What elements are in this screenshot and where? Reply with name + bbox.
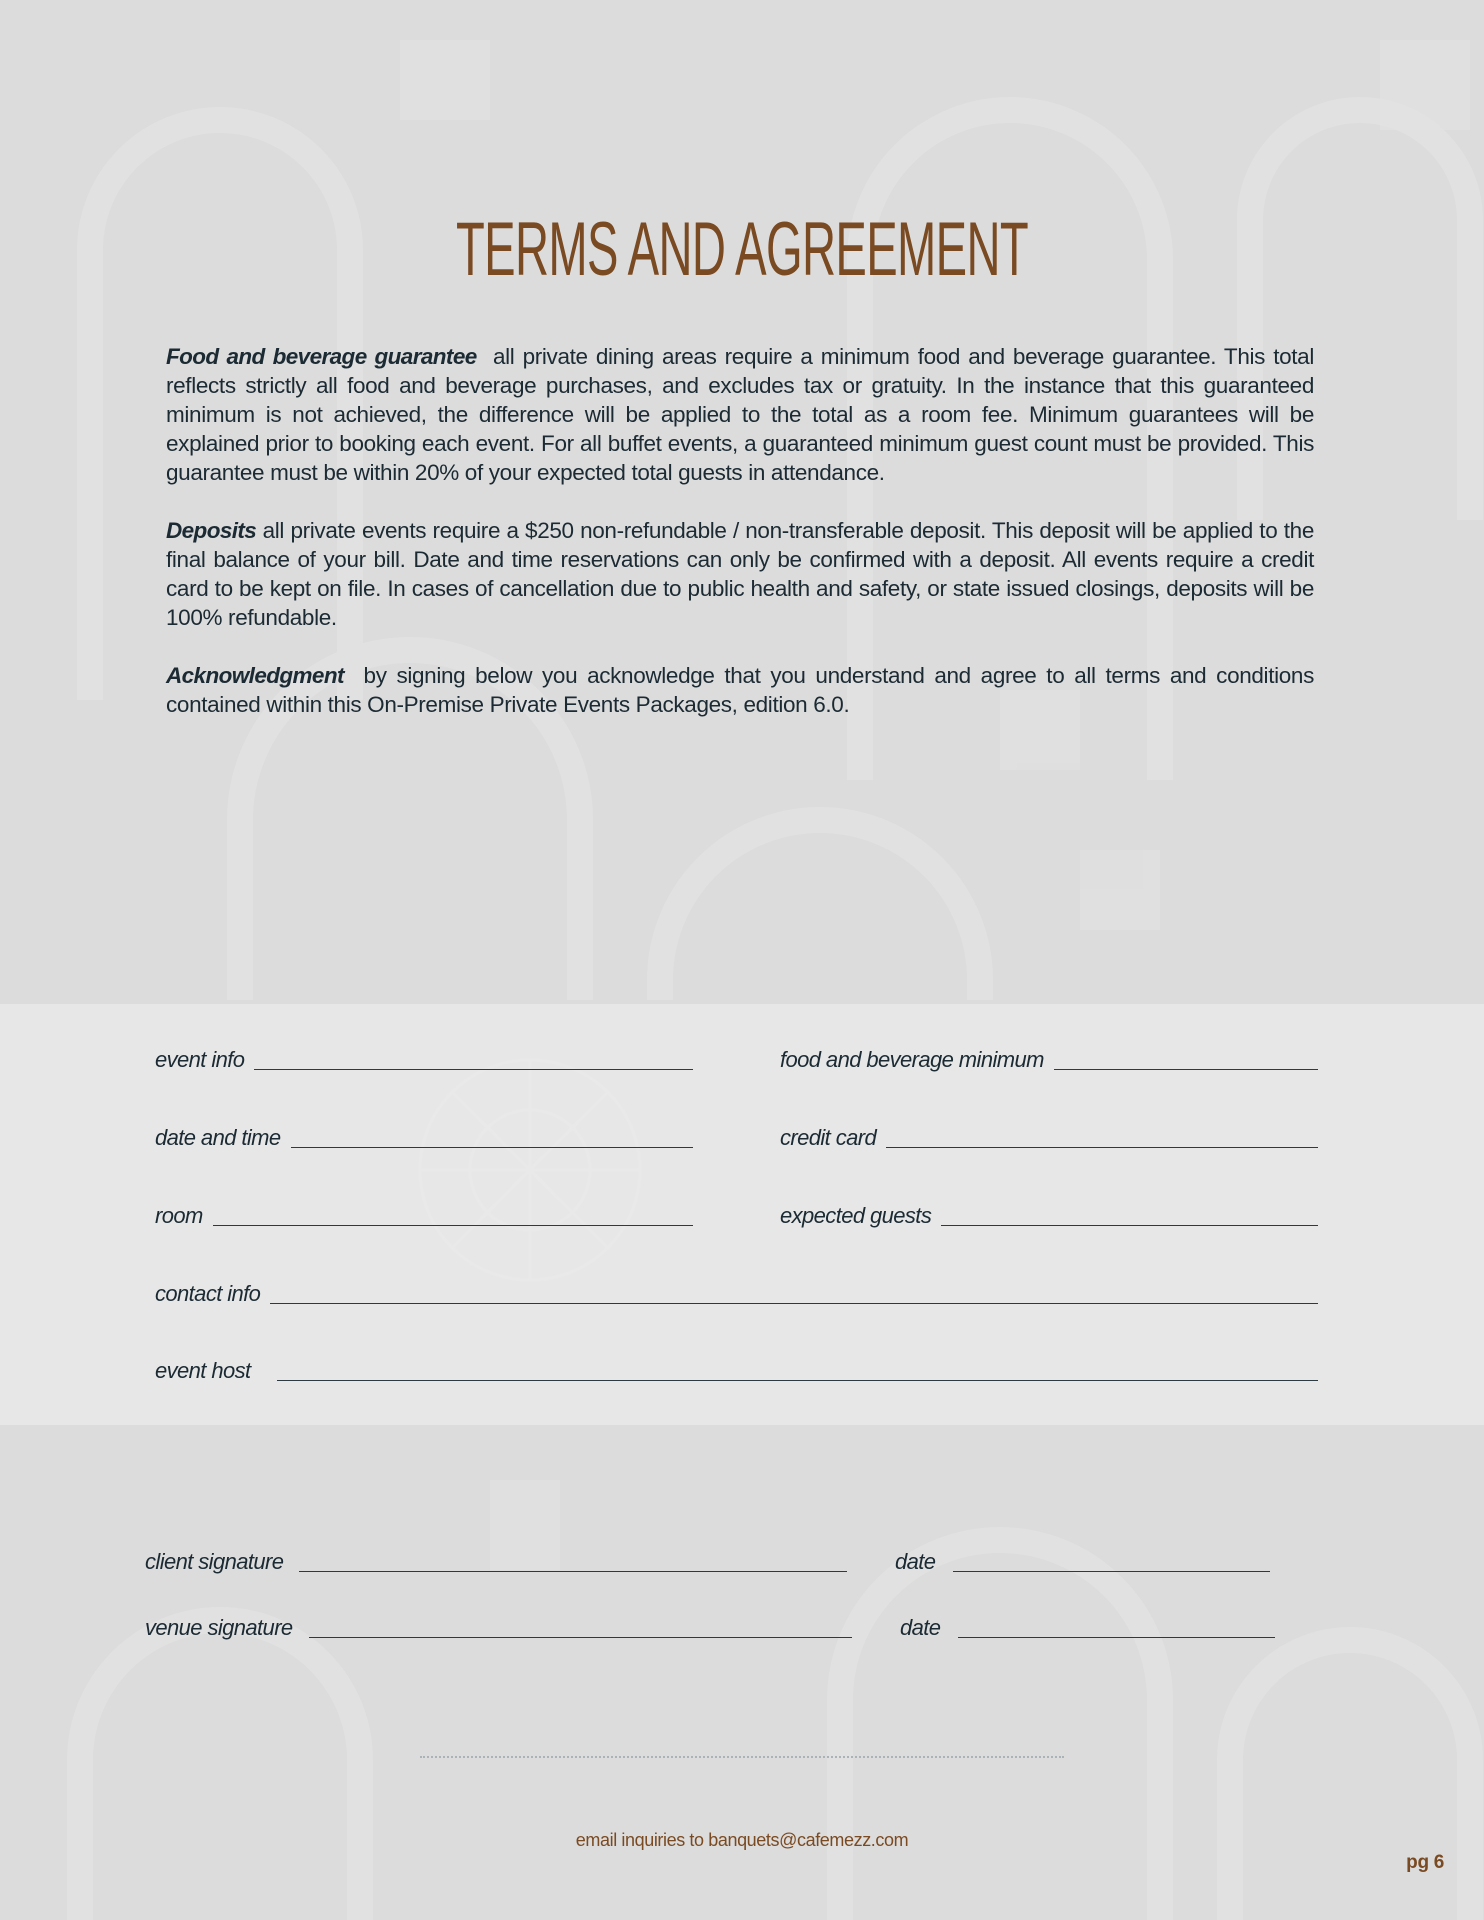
term-text: all private events require a $250 non-refundable / non-transferable deposit. This deposit will be applied to the final balance of your bill. Date and time reservations can only be confirmed with a deposit. All events require a credit card to be kept on file. In cases of cancellation due to public health and safety, or state issued closings, deposits will be 100% refundable. bbox=[166, 518, 1314, 630]
fb-minimum-label: food and beverage minimum bbox=[780, 1047, 1044, 1072]
term-heading: Acknowledgment bbox=[166, 663, 344, 688]
credit-card-line[interactable] bbox=[886, 1147, 1318, 1148]
contact-info-label: contact info bbox=[155, 1281, 261, 1306]
footer-email-text[interactable]: email inquiries to banquets@cafemezz.com bbox=[575, 1830, 909, 1850]
fb-minimum-line[interactable] bbox=[1054, 1069, 1318, 1070]
term-acknowledgment bbox=[166, 661, 1314, 719]
page-number: pg 6 bbox=[1406, 1852, 1444, 1873]
date-time-line[interactable] bbox=[291, 1147, 693, 1148]
expected-guests-field[interactable] bbox=[780, 1188, 1318, 1228]
venue-signature-line[interactable] bbox=[309, 1637, 852, 1638]
term-food-beverage-guarantee bbox=[166, 342, 1314, 487]
room-label: room bbox=[155, 1203, 203, 1228]
event-host-field[interactable] bbox=[155, 1343, 1318, 1383]
client-date-line[interactable] bbox=[953, 1571, 1270, 1572]
client-signature-line[interactable] bbox=[299, 1571, 847, 1572]
venue-signature-field[interactable] bbox=[145, 1600, 852, 1640]
room-line[interactable] bbox=[213, 1225, 693, 1226]
terms-section bbox=[166, 342, 1314, 748]
venue-date-label: date bbox=[900, 1615, 941, 1640]
term-deposits bbox=[166, 516, 1314, 632]
expected-guests-label: expected guests bbox=[780, 1203, 932, 1228]
venue-date-line[interactable] bbox=[958, 1637, 1275, 1638]
page-title: TERMS AND AGREEMENT bbox=[455, 207, 1029, 292]
event-host-label: event host bbox=[155, 1358, 251, 1383]
event-info-field[interactable] bbox=[155, 1032, 693, 1072]
event-info-label: event info bbox=[155, 1047, 245, 1072]
date-time-label: date and time bbox=[155, 1125, 281, 1150]
footer-divider bbox=[420, 1756, 1064, 1758]
credit-card-field[interactable] bbox=[780, 1110, 1318, 1150]
venue-signature-label: venue signature bbox=[145, 1615, 293, 1640]
client-date-label: date bbox=[895, 1549, 936, 1574]
date-time-field[interactable] bbox=[155, 1110, 693, 1150]
contact-info-line[interactable] bbox=[270, 1303, 1318, 1304]
room-field[interactable] bbox=[155, 1188, 693, 1228]
client-signature-field[interactable] bbox=[145, 1534, 847, 1574]
term-heading: Deposits bbox=[166, 518, 257, 543]
credit-card-label: credit card bbox=[780, 1125, 877, 1150]
expected-guests-line[interactable] bbox=[941, 1225, 1318, 1226]
fb-minimum-field[interactable] bbox=[780, 1032, 1318, 1072]
client-date-field[interactable] bbox=[895, 1534, 1270, 1574]
contact-info-field[interactable] bbox=[155, 1266, 1318, 1306]
term-text: all private dining areas require a minimum food and beverage guarantee. This total reflects strictly all food and beverage purchases, and excludes tax or gratuity. In the instance that this guaranteed minimum is not achieved, the difference will be applied to the total as a room fee. Minimum guarantees will be explained prior to booking each event. For all buffet events, a guaranteed minimum guest count must be provided. This guarantee must be within 20% of your expected total guests in attendance. bbox=[166, 344, 1314, 485]
term-heading: Food and beverage guarantee bbox=[166, 344, 477, 369]
event-info-line[interactable] bbox=[254, 1069, 693, 1070]
client-signature-label: client signature bbox=[145, 1549, 284, 1574]
venue-date-field[interactable] bbox=[900, 1600, 1275, 1640]
event-host-line[interactable] bbox=[277, 1380, 1318, 1381]
term-text: by signing below you acknowledge that you understand and agree to all terms and conditions contained within this On-Premise Private Events Packages, edition 6.0. bbox=[166, 663, 1314, 717]
